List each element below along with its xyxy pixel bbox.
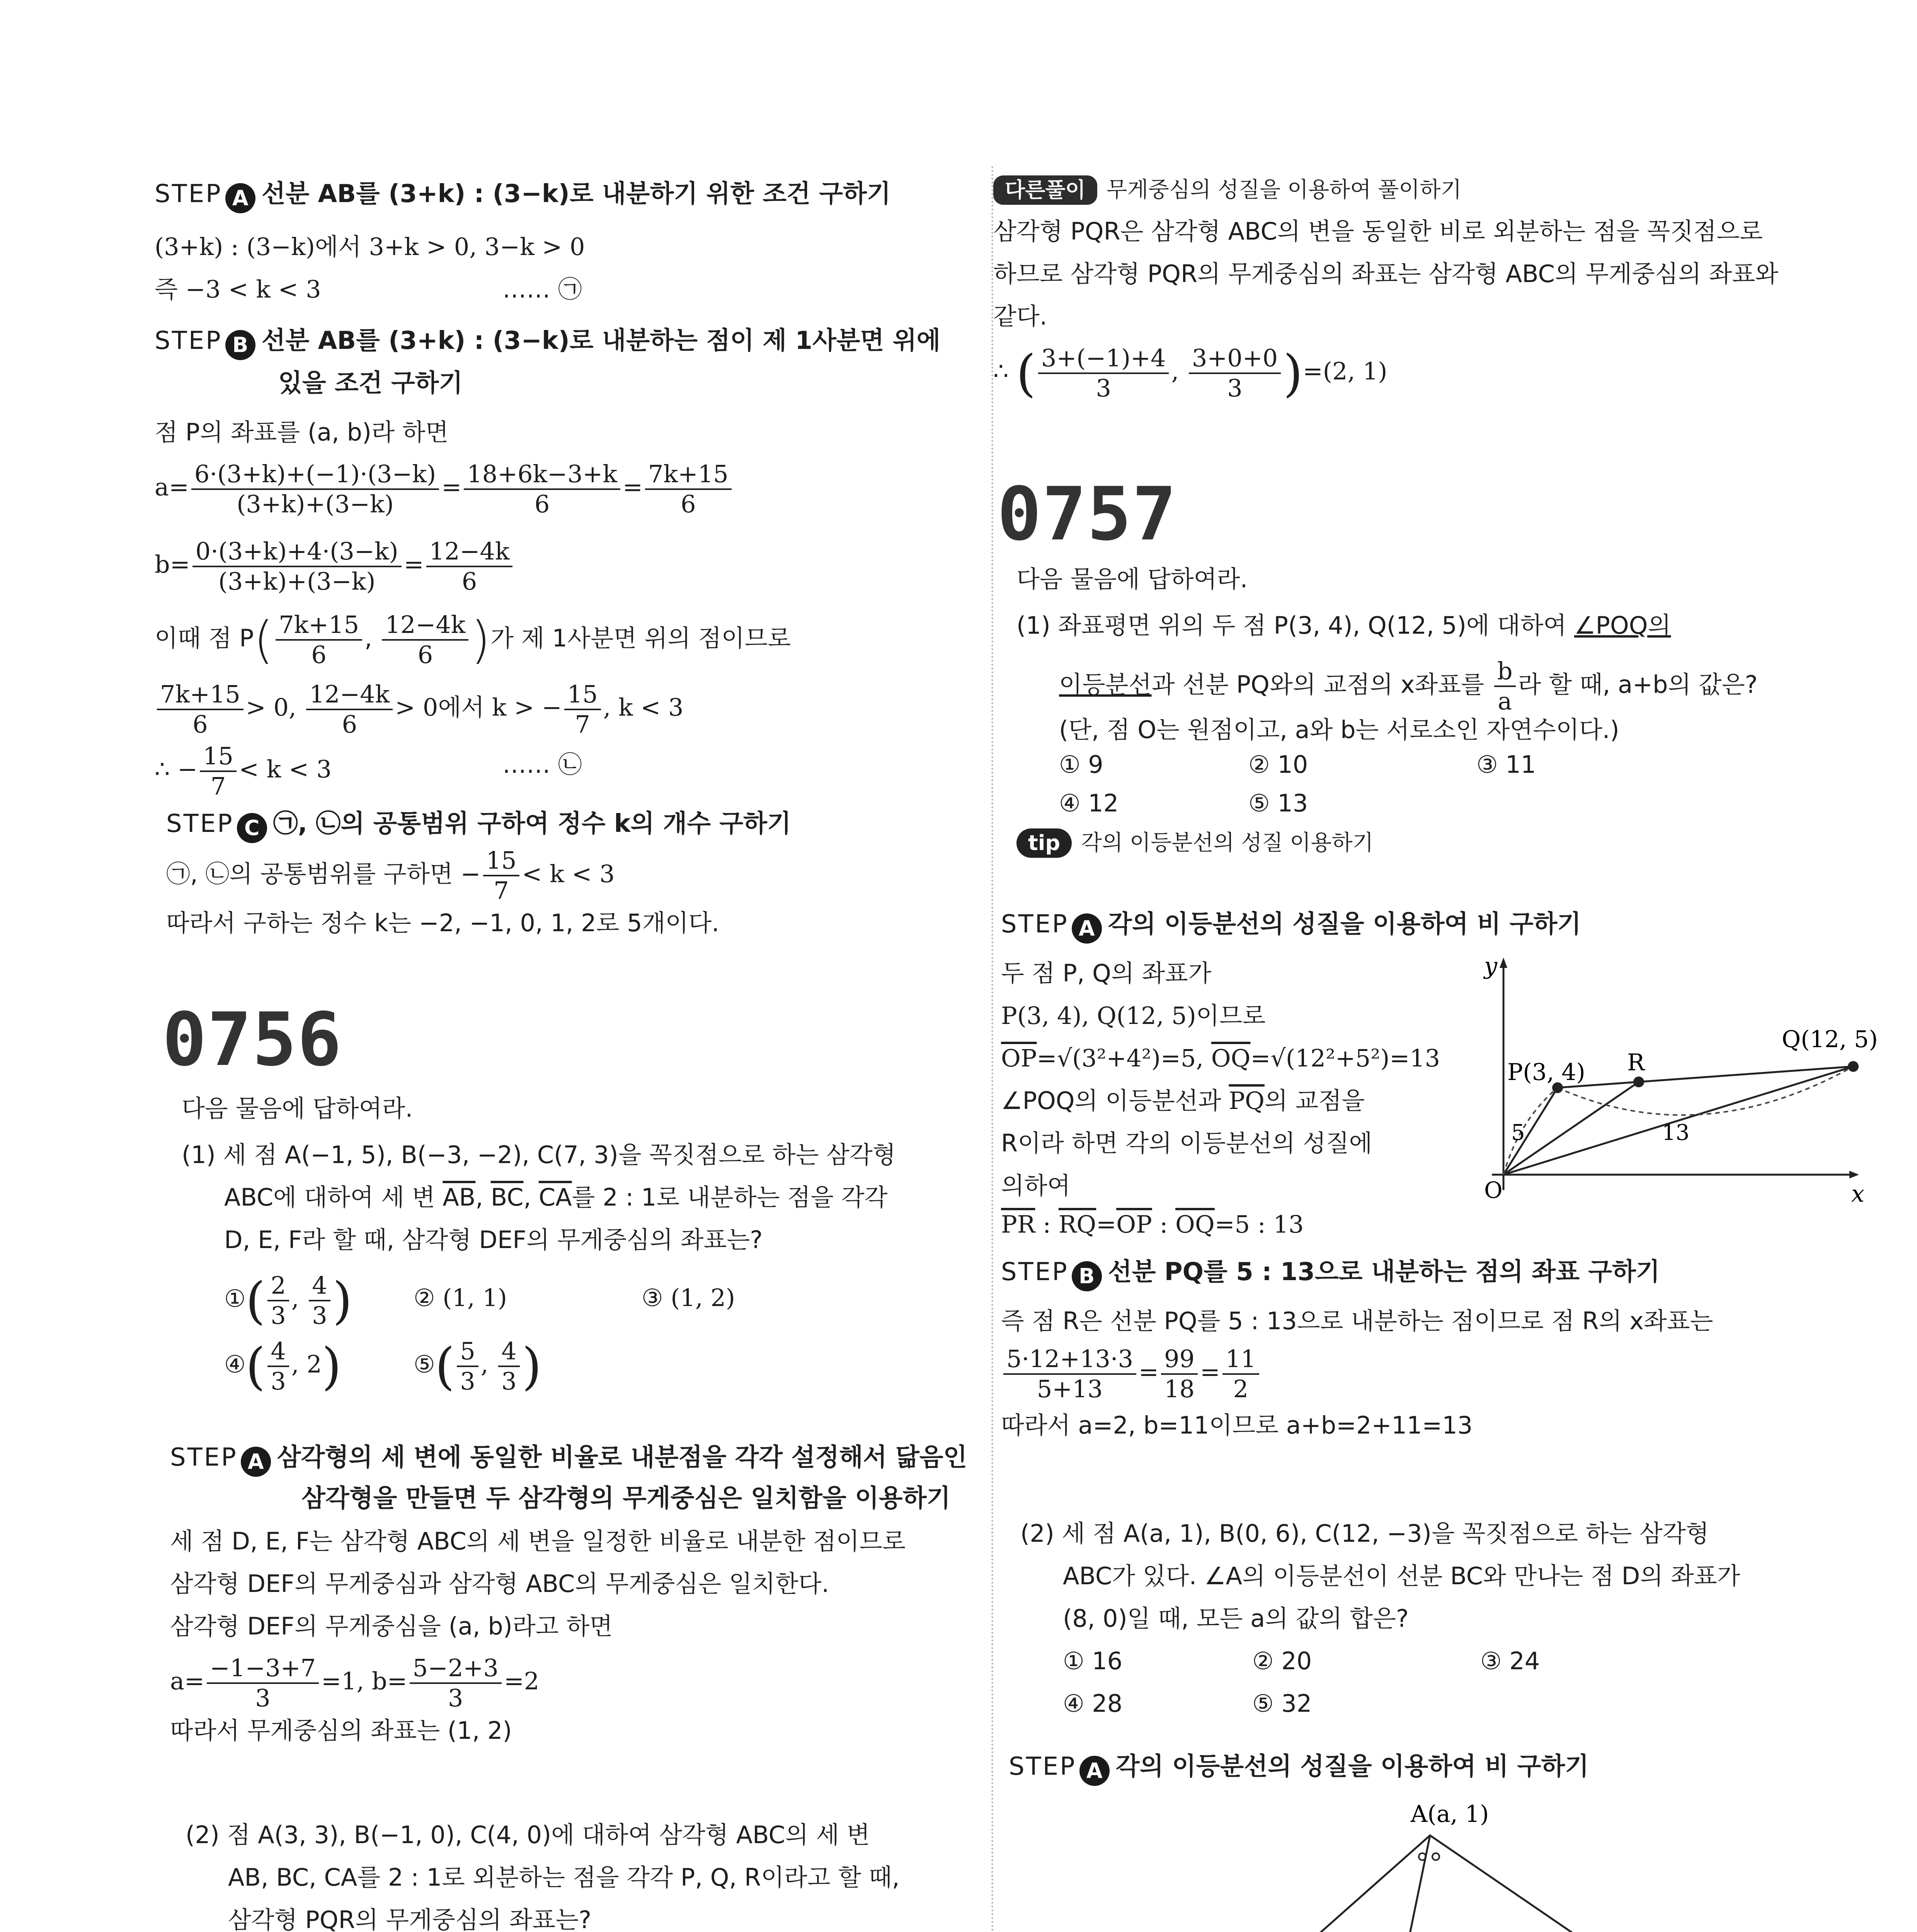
therefore-line: ∴ − $\frac{15}{7}$ < k < 3 (155, 742, 332, 800)
step-a-heading: STEP A 삼각형의 세 변에 동일한 비율로 내분점을 각각 설정해서 닮음인 (170, 1437, 967, 1478)
p-label: P(3, 4) (1507, 1059, 1585, 1086)
question-line: ABC에 대하여 세 변 $\overline{AB}$, $\overline{BC}$, $\overline{CA}$를 2 : 1로 내분하는 점을 각각 (224, 1183, 888, 1211)
question-line: (1) 좌표평면 위의 두 점 P(3, 4), Q(12, 5)에 대하여 ∠POQ의 (1016, 611, 1671, 639)
choice-4: ④ 28 (1063, 1689, 1123, 1718)
step-a-heading: STEP A 각의 이등분선의 성질을 이용하여 비 구하기 (1001, 904, 1581, 944)
choice-2: ② 10 (1248, 750, 1308, 779)
equation-mark: …… ㉠ (502, 275, 582, 303)
equation-mark: …… ㉡ (502, 750, 582, 779)
choice-2: ② 20 (1252, 1647, 1312, 1675)
bisector-coordinate-figure (1469, 951, 1917, 1221)
choice-3: ③ (1, 2) (642, 1284, 735, 1312)
choice-1: ① 16 (1063, 1647, 1123, 1675)
choice-4: ④ 12 (1059, 789, 1119, 817)
question-line: ABC가 있다. ∠A의 이등분선이 선분 BC와 만나는 점 D의 좌표가 (1063, 1562, 1740, 1590)
step-a-heading: STEP A 각의 이등분선의 성질을 이용하여 비 구하기 (1009, 1747, 1589, 1787)
problem-intro: 다음 물음에 답하여라. (182, 1094, 413, 1122)
alt-badge: 다른풀이 (993, 175, 1097, 205)
solution-line: 삼각형 DEF의 무게중심과 삼각형 ABC의 무게중심은 일치한다. (170, 1570, 829, 1598)
equation-b: b= $\frac{0\cdot(3+k)+4\cdot(3-k)}{(3+k)+(3-k)}$ = $\frac{12-4k}{6}$ (155, 537, 515, 596)
origin-label: O (1484, 1177, 1503, 1203)
step-c-heading: STEP C ㉠, ㉡의 공통범위 구하여 정수 k의 개수 구하기 (166, 804, 791, 844)
ratio-line: $\overline{PR}$ : $\overline{RQ}=\overline{OP}$ : $\overline{OQ}=5$ : 13 (1001, 1210, 1304, 1238)
triangle-bisector-figure (1156, 1785, 1774, 1932)
step-a-heading-cont: 삼각형을 만들면 두 삼각형의 무게중심은 일치함을 이용하기 (301, 1484, 951, 1513)
step-b-heading-cont: 있을 조건 구하기 (278, 369, 463, 398)
solution-line: 따라서 무게중심의 좌표는 (1, 2) (170, 1716, 512, 1745)
point-r (1633, 1077, 1644, 1087)
solution-line: $\overline{OP}=√(3^2+4^2)=5$, $\overline{OQ}=√(12^2+5^2)=13$ (1001, 1044, 1440, 1072)
length-thirteen: 13 (1662, 1120, 1690, 1145)
text-line: 즉 −3 < k < 3 (155, 275, 321, 303)
question-line: (1) 세 점 A(−1, 5), B(−3, −2), C(7, 3)을 꼭짓점으로 하는 삼각형 (182, 1141, 896, 1169)
vertex-a-label: A(a, 1) (1411, 1801, 1489, 1828)
text-line: 하므로 삼각형 PQR의 무게중심의 좌표는 삼각형 ABC의 무게중심의 좌표와 (993, 260, 1779, 288)
condition-line: 이때 점 P( $\frac{7k+15}{6}$ , $\frac{12-4k}{6}$ )가 제 1사분면 위의 점이므로 (155, 611, 791, 669)
text-line: 점 P의 좌표를 (a, b)라 하면 (155, 418, 449, 446)
segment-pq (1558, 1066, 1853, 1088)
choice-3: ③ 11 (1476, 750, 1536, 779)
step-b-heading: STEP B 선분 PQ를 5 : 13으로 내분하는 점의 좌표 구하기 (1001, 1252, 1660, 1292)
question-line: 삼각형 PQR의 무게중심의 좌표는? (228, 1906, 592, 1932)
problem-intro: 다음 물음에 답하여라. (1016, 565, 1248, 593)
r-label: R (1627, 1049, 1645, 1076)
length-five: 5 (1511, 1120, 1525, 1145)
text-line: (3+k) : (3−k)에서 3+k > 0, 3−k > 0 (155, 233, 585, 261)
problem-number: 0756 (162, 997, 342, 1082)
question-line: D, E, F라 할 때, 삼각형 DEF의 무게중심의 좌표는? (224, 1226, 763, 1254)
solution-line: 세 점 D, E, F는 삼각형 ABC의 세 변을 일정한 비율로 내분한 점이므로 (170, 1527, 906, 1555)
solution-line: 의하여 (1001, 1172, 1071, 1200)
question-line: AB, BC, CA를 2 : 1로 외분하는 점을 각각 P, Q, R이라고 할 때, (228, 1863, 900, 1891)
tip-line: tip 각의 이등분선의 성질 이용하기 (1016, 823, 1374, 862)
choice-4: ④( $\frac{4}{3}$ , 2) (224, 1337, 342, 1396)
choice-3: ③ 24 (1480, 1647, 1540, 1675)
solution-line: 삼각형 DEF의 무게중심을 (a, b)라고 하면 (170, 1612, 613, 1640)
tip-badge: tip (1016, 828, 1072, 858)
choice-5: ⑤ 13 (1248, 789, 1308, 817)
solution-line: R이라 하면 각의 이등분선의 성질에 (1001, 1129, 1372, 1157)
question-note: (단, 점 O는 원점이고, a와 b는 서로소인 자연수이다.) (1059, 716, 1619, 744)
x-coordinate-calc: $\frac{5\cdot 12+13\cdot 3}{5+13}$ = $\frac{99}{18}$ = $\frac{11}{2}$ (1001, 1345, 1262, 1403)
choice-1: ① 9 (1059, 750, 1103, 779)
choice-2: ② (1, 1) (414, 1284, 507, 1312)
point-q (1848, 1061, 1859, 1072)
solution-line: 즉 점 R은 선분 PQ를 5 : 13으로 내분하는 점이므로 점 R의 x좌표는 (1001, 1307, 1713, 1335)
y-label: y (1484, 952, 1497, 980)
problem-number: 0757 (997, 471, 1177, 557)
equation-a: a= $\frac{6\cdot(3+k)+(-1)\cdot(3-k)}{(3+k)+(3-k)}$ = $\frac{18+6k-3+k}{6}$ = $\frac{7k+15}{6}$ (155, 460, 734, 519)
step-b-heading: STEP B 선분 AB를 (3+k) : (3−k)로 내분하는 점이 제 1사분면 위에 (155, 321, 940, 361)
alt-calc: ∴ ( $\frac{3+(-1)+4}{3}$ , $\frac{3+0+0}{3}$ )=(2, 1) (993, 344, 1388, 403)
column-divider (991, 166, 993, 1932)
text-line: 같다. (993, 302, 1047, 330)
question-line: (2) 세 점 A(a, 1), B(0, 6), C(12, −3)을 꼭짓점으로 하는 삼각형 (1020, 1519, 1709, 1548)
inequality-line: $\frac{7k+15}{6}$ > 0, $\frac{12-4k}{6}$ > 0에서 k > − $\frac{15}{7}$ , k < 3 (155, 680, 683, 739)
solution-line: 따라서 a=2, b=11이므로 a+b=2+11=13 (1001, 1411, 1473, 1439)
x-label: x (1851, 1180, 1864, 1208)
alternative-solution-header: 다른풀이 무게중심의 성질을 이용하여 풀이하기 (993, 170, 1462, 209)
x-axis-arrow (1849, 1171, 1859, 1179)
question-line: (8, 0)일 때, 모든 a의 값의 합은? (1063, 1604, 1409, 1633)
text-line: 따라서 구하는 정수 k는 −2, −1, 0, 1, 2로 5개이다. (166, 909, 719, 937)
y-axis-arrow (1500, 957, 1507, 968)
q-label: Q(12, 5) (1782, 1026, 1878, 1053)
question-line: 이등분선과 선분 PQ와의 교점의 x좌표를 $\frac{b}{a}$ 라 할 때, a+b의 값은? (1059, 657, 1758, 715)
triangle-abc (1260, 1835, 1650, 1932)
equation-centroid: a= $\frac{-1-3+7}{3}$ =1, b= $\frac{5-2+3}{3}$ =2 (170, 1654, 540, 1712)
solution-line: P(3, 4), Q(12, 5)이므로 (1001, 1002, 1266, 1030)
choice-5: ⑤ 32 (1252, 1689, 1312, 1718)
solution-line: 두 점 P, Q의 좌표가 (1001, 959, 1212, 987)
step-a-heading: STEP A 선분 AB를 (3+k) : (3−k)로 내분하기 위한 조건 구하기 (155, 174, 891, 214)
question-line: (2) 점 A(3, 3), B(−1, 0), C(4, 0)에 대하여 삼각형 ABC의 세 변 (186, 1821, 870, 1849)
text-line: 삼각형 PQR은 삼각형 ABC의 변을 동일한 비로 외분하는 점을 꼭짓점으로 (993, 217, 1763, 245)
choice-5: ⑤( $\frac{5}{3}$ , $\frac{4}{3}$ ) (414, 1337, 542, 1396)
solution-line: ∠POQ의 이등분선과 $\overline{PQ}$의 교점을 (1001, 1087, 1365, 1115)
choice-1: ①( $\frac{2}{3}$ , $\frac{4}{3}$ ) (224, 1271, 352, 1330)
angle-mark-2 (1432, 1853, 1439, 1860)
text-line: ㉠, ㉡의 공통범위를 구하면 − $\frac{15}{7}$ < k < 3 (166, 846, 615, 905)
